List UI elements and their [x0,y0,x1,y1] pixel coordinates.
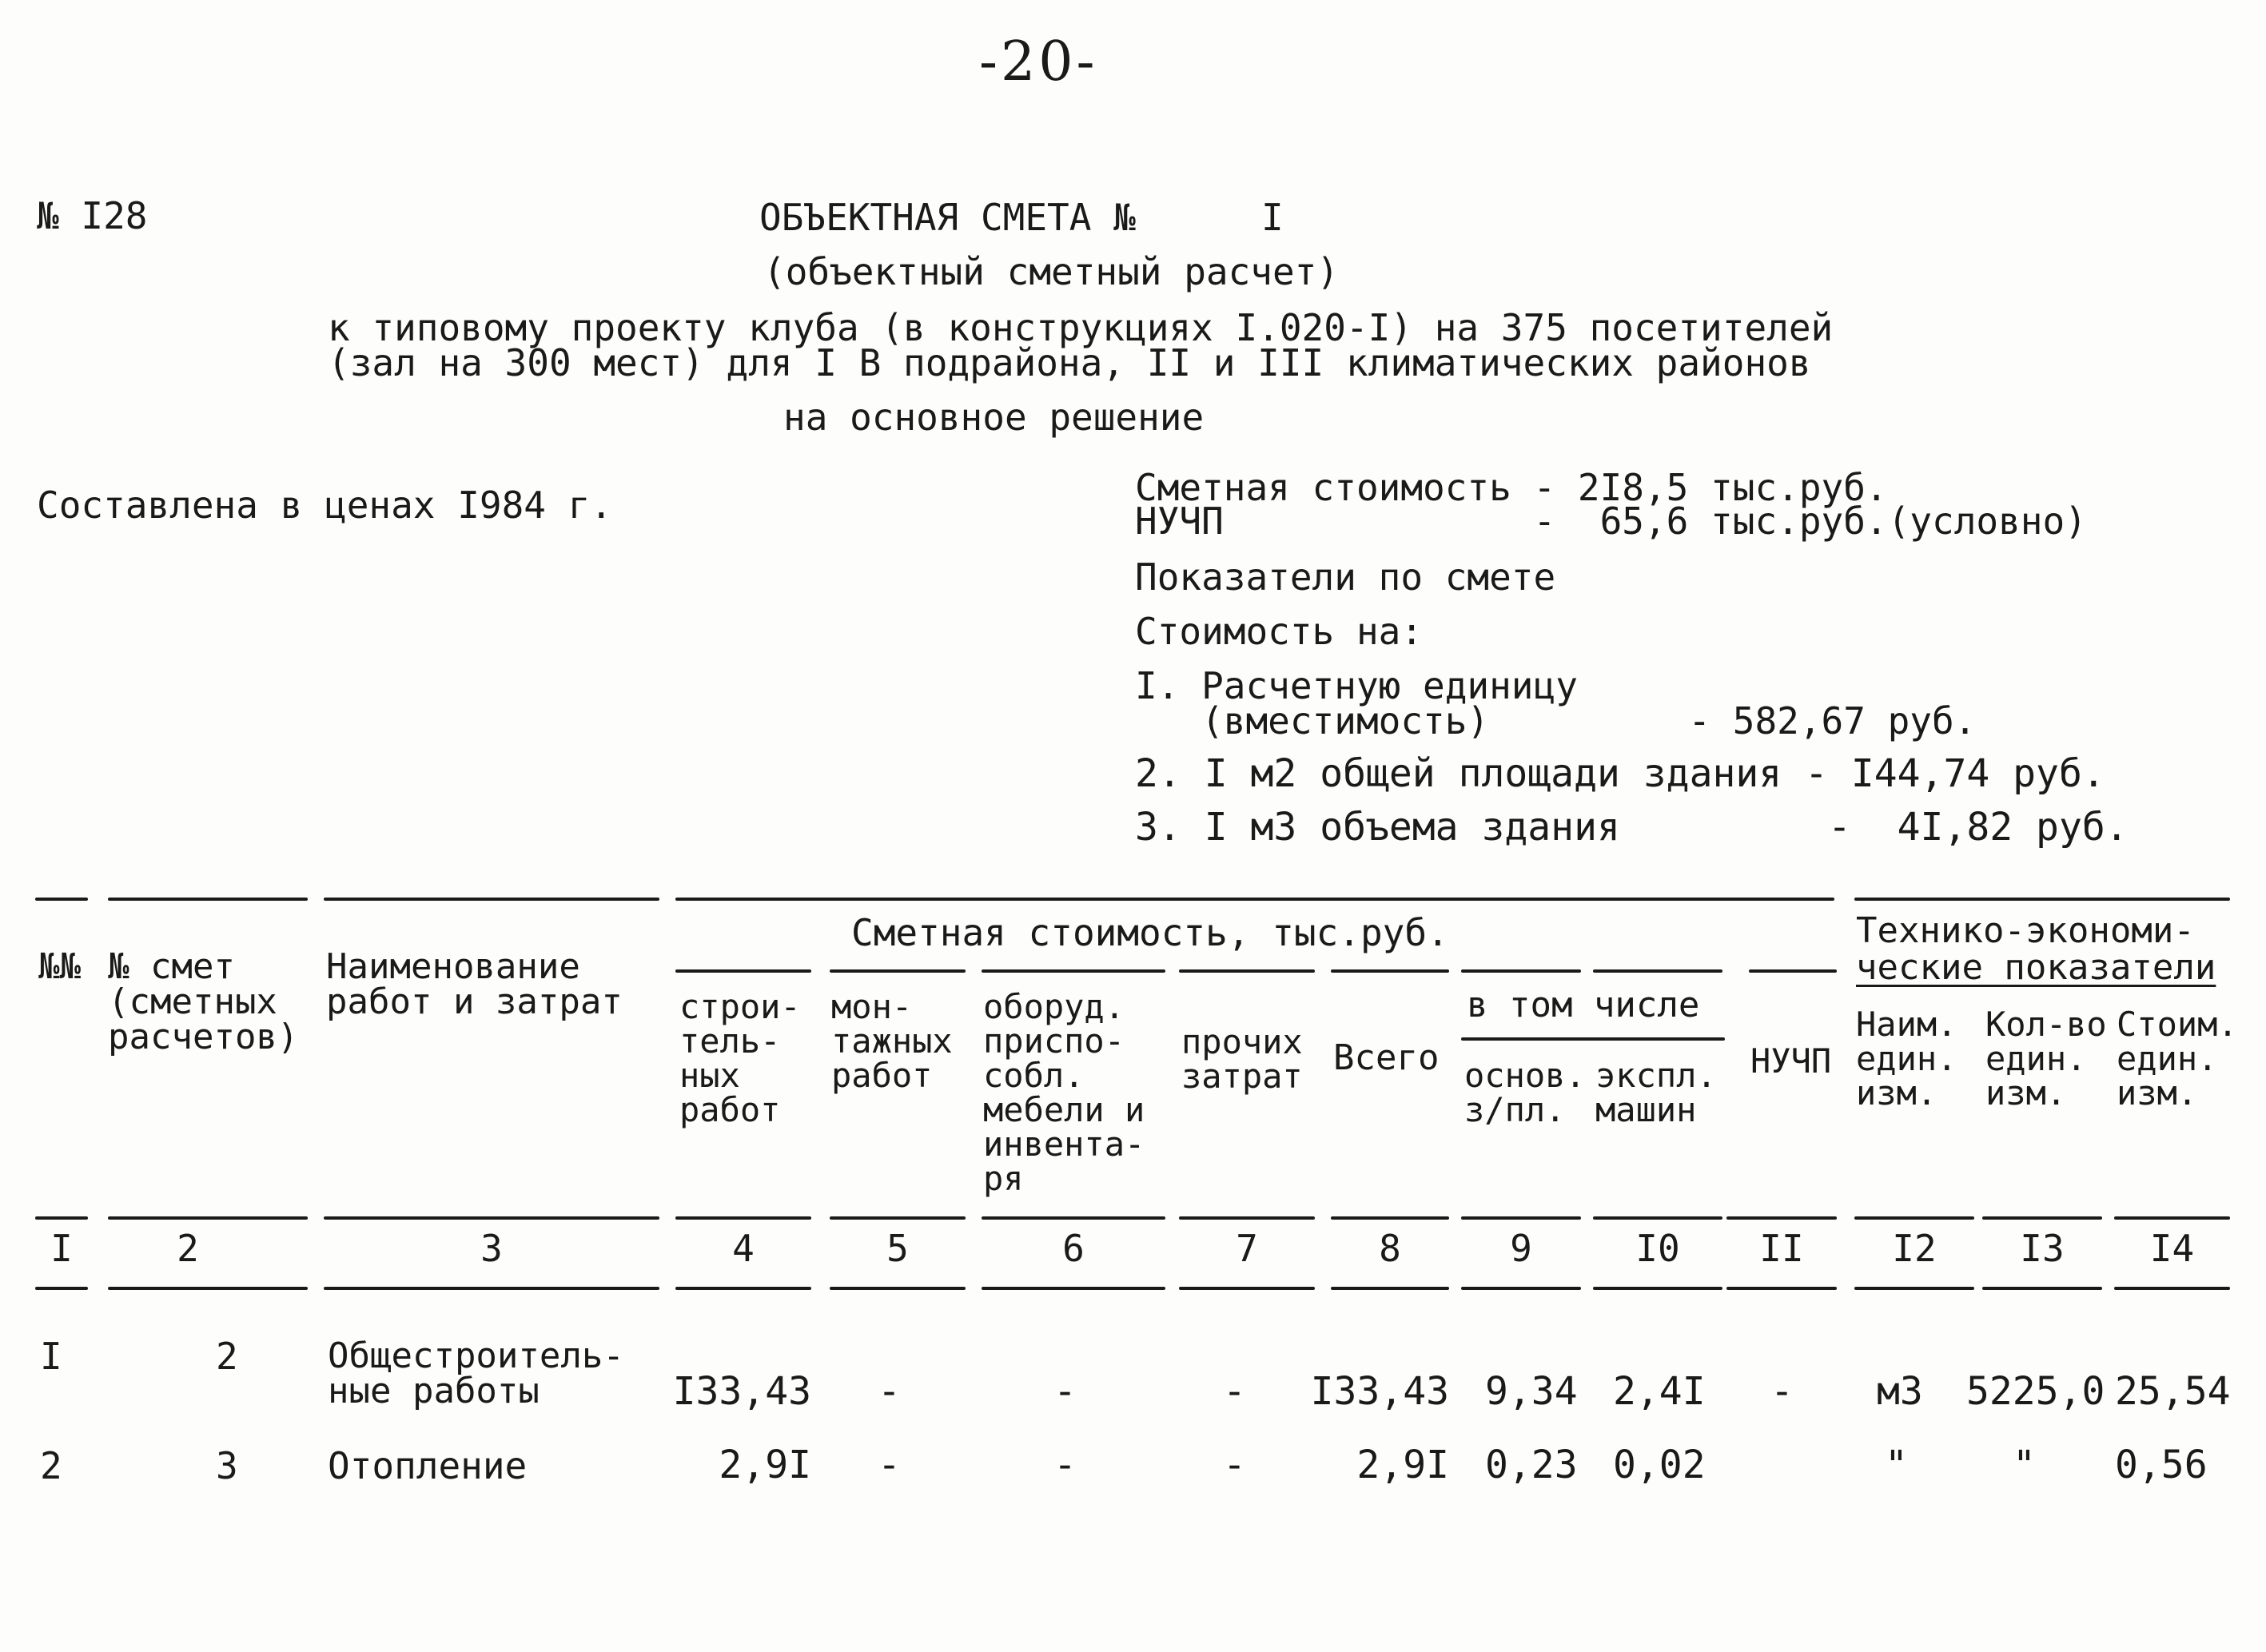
rule-n-7 [1179,1287,1315,1290]
rule-h-7 [1179,1216,1315,1220]
document-title-number: I [1261,196,1284,239]
header-col-12: Наим. един. изм. [1856,1005,1957,1113]
summary-item-3: 3. I м3 объема здания - 4I,82 руб. [1135,805,2129,850]
rule-h-3 [324,1216,659,1220]
rule-n-14 [2114,1287,2230,1290]
base-wages: 9,34 [1485,1369,1578,1414]
document-subtitle: (объектный сметный расчет) [763,250,1340,293]
column-number-11: II [1759,1227,1804,1270]
rule-n-5 [830,1287,966,1290]
column-number-12: I2 [1892,1227,1937,1270]
rule-n-2 [108,1287,308,1290]
unit-quantity: 5225,0 [1966,1369,2105,1414]
header-col-4: строи- тель- ных работ [679,987,801,1129]
construction-cost: 2,9I [719,1443,811,1487]
summary-item-1a: I. Расчетную единицу [1135,664,1578,707]
rule-h-9 [1461,1216,1581,1220]
base-wages: 0,23 [1485,1443,1578,1487]
rule-h-8 [1331,1216,1449,1220]
summary-nuchp: НУЧП - 65,6 тыс.руб.(условно) [1135,500,2087,543]
rule-h-4 [675,1216,811,1220]
heading-line-2: (зал на 300 мест) для I В подрайона, II и III климатических районов [328,341,1811,384]
header-col-8: Всего [1333,1037,1440,1078]
header-group-tech-2: ческие показатели [1856,947,2216,988]
other-cost: - [1223,1369,1246,1414]
row-number: I [40,1335,62,1378]
column-number-8: 8 [1379,1227,1401,1270]
rule-top-4 [675,898,1834,901]
rule-top-5 [1854,898,2230,901]
machine-operation: 2,4I [1613,1369,1706,1414]
equipment-cost: - [1053,1369,1077,1414]
unit-cost: 25,54 [2115,1369,2231,1414]
rule-sub-8 [1331,969,1449,973]
rule-n-1 [35,1287,88,1290]
page-number: -20- [979,30,1098,94]
column-number-9: 9 [1510,1227,1532,1270]
column-number-3: 3 [480,1227,503,1270]
column-number-6: 6 [1062,1227,1085,1270]
header-col-11: НУЧП [1750,1041,1832,1081]
unit-quantity: " [2013,1443,2036,1487]
unit-cost: 0,56 [2115,1443,2208,1487]
rule-sub-10 [1593,969,1722,973]
rule-n-13 [1982,1287,2102,1290]
rule-sub-4 [675,969,811,973]
unit-name: м3 [1877,1369,1923,1414]
heading-line-3: на основное решение [783,396,1205,439]
row-number: 2 [40,1444,62,1487]
document-number: № I28 [37,194,148,237]
header-col-7: прочих затрат [1181,1022,1303,1096]
rule-n-4 [675,1287,811,1290]
installation-cost: - [878,1443,901,1487]
rule-h-14 [2114,1216,2230,1220]
rule-n-3 [324,1287,659,1290]
column-number-2: 2 [177,1227,199,1270]
rule-sub-6 [982,969,1165,973]
header-col-3: Наименование работ и затрат [326,946,623,1022]
header-col-14: Стоим. един. изм. [2117,1005,2238,1113]
installation-cost: - [878,1369,901,1414]
rule-h-5 [830,1216,966,1220]
rule-h-1 [35,1216,88,1220]
heading-line-1: к типовому проекту клуба (в конструкциях I.020-I) на 375 посетителей [328,306,1834,349]
machine-operation: 0,02 [1613,1443,1706,1487]
construction-cost: I33,43 [672,1369,811,1414]
estimate-number: 3 [216,1444,238,1487]
work-name: Общестроитель- ные работы [328,1336,624,1411]
nuchp-value: - [1770,1369,1794,1414]
rule-h-13 [1982,1216,2102,1220]
rule-sub-11 [1749,969,1837,973]
summary-indicators: Показатели по смете [1135,555,1556,599]
header-col-6: оборуд. приспо- собл. мебели и инвента- ря [983,987,1145,1198]
header-group-cost: Сметная стоимость, тыс.руб. [851,911,1449,954]
header-col-1: №№ [38,946,81,987]
other-cost: - [1223,1443,1246,1487]
column-number-14: I4 [2149,1227,2195,1270]
equipment-cost: - [1053,1443,1077,1487]
column-number-1: I [50,1227,73,1270]
summary-item-1b: (вместимость) - 582,67 руб. [1135,699,1977,742]
column-number-7: 7 [1236,1227,1258,1270]
rule-top-2 [108,898,308,901]
rule-h-2 [108,1216,308,1220]
header-col-2: № смет (сметных расчетов) [108,946,299,1057]
column-number-13: I3 [2020,1227,2065,1270]
rule-n-11 [1726,1287,1837,1290]
summary-cost: Сметная стоимость - 2I8,5 тыс.руб. [1135,466,1888,509]
header-col-5: мон- тажных работ [831,987,953,1095]
estimate-number: 2 [216,1335,238,1378]
total-cost: I33,43 [1310,1369,1449,1414]
rule-incl [1461,1037,1725,1041]
rule-sub-5 [830,969,966,973]
rule-h-11 [1726,1216,1837,1220]
header-group-tech-1: Технико-экономи- [1856,910,2195,951]
rule-h-12 [1854,1216,1974,1220]
work-name: Отопление [328,1444,528,1487]
prices-note: Составлена в ценах I984 г. [37,484,613,527]
column-number-4: 4 [732,1227,755,1270]
column-number-5: 5 [886,1227,909,1270]
rule-n-10 [1593,1287,1722,1290]
rule-n-9 [1461,1287,1581,1290]
header-col-9: основ. з/пл. [1464,1056,1586,1129]
rule-h-10 [1593,1216,1722,1220]
summary-cost-per: Стоимость на: [1135,610,1424,653]
header-col-13: Кол-во един. изм. [1985,1005,2107,1113]
header-col-10: экспл. машин [1595,1056,1717,1129]
unit-name: " [1885,1443,1908,1487]
rule-h-6 [982,1216,1165,1220]
column-number-10: I0 [1635,1227,1680,1270]
document-title: ОБЪЕКТНАЯ СМЕТА № [759,196,1136,239]
rule-sub-9 [1461,969,1581,973]
total-cost: 2,9I [1356,1443,1449,1487]
rule-n-6 [982,1287,1165,1290]
rule-n-12 [1854,1287,1974,1290]
rule-top-1 [35,898,88,901]
rule-sub-7 [1179,969,1315,973]
header-group-incl: в том числе [1467,985,1700,1025]
rule-top-3 [324,898,659,901]
summary-item-2: 2. I м2 общей площади здания - I44,74 руб. [1135,751,2105,796]
rule-n-8 [1331,1287,1449,1290]
